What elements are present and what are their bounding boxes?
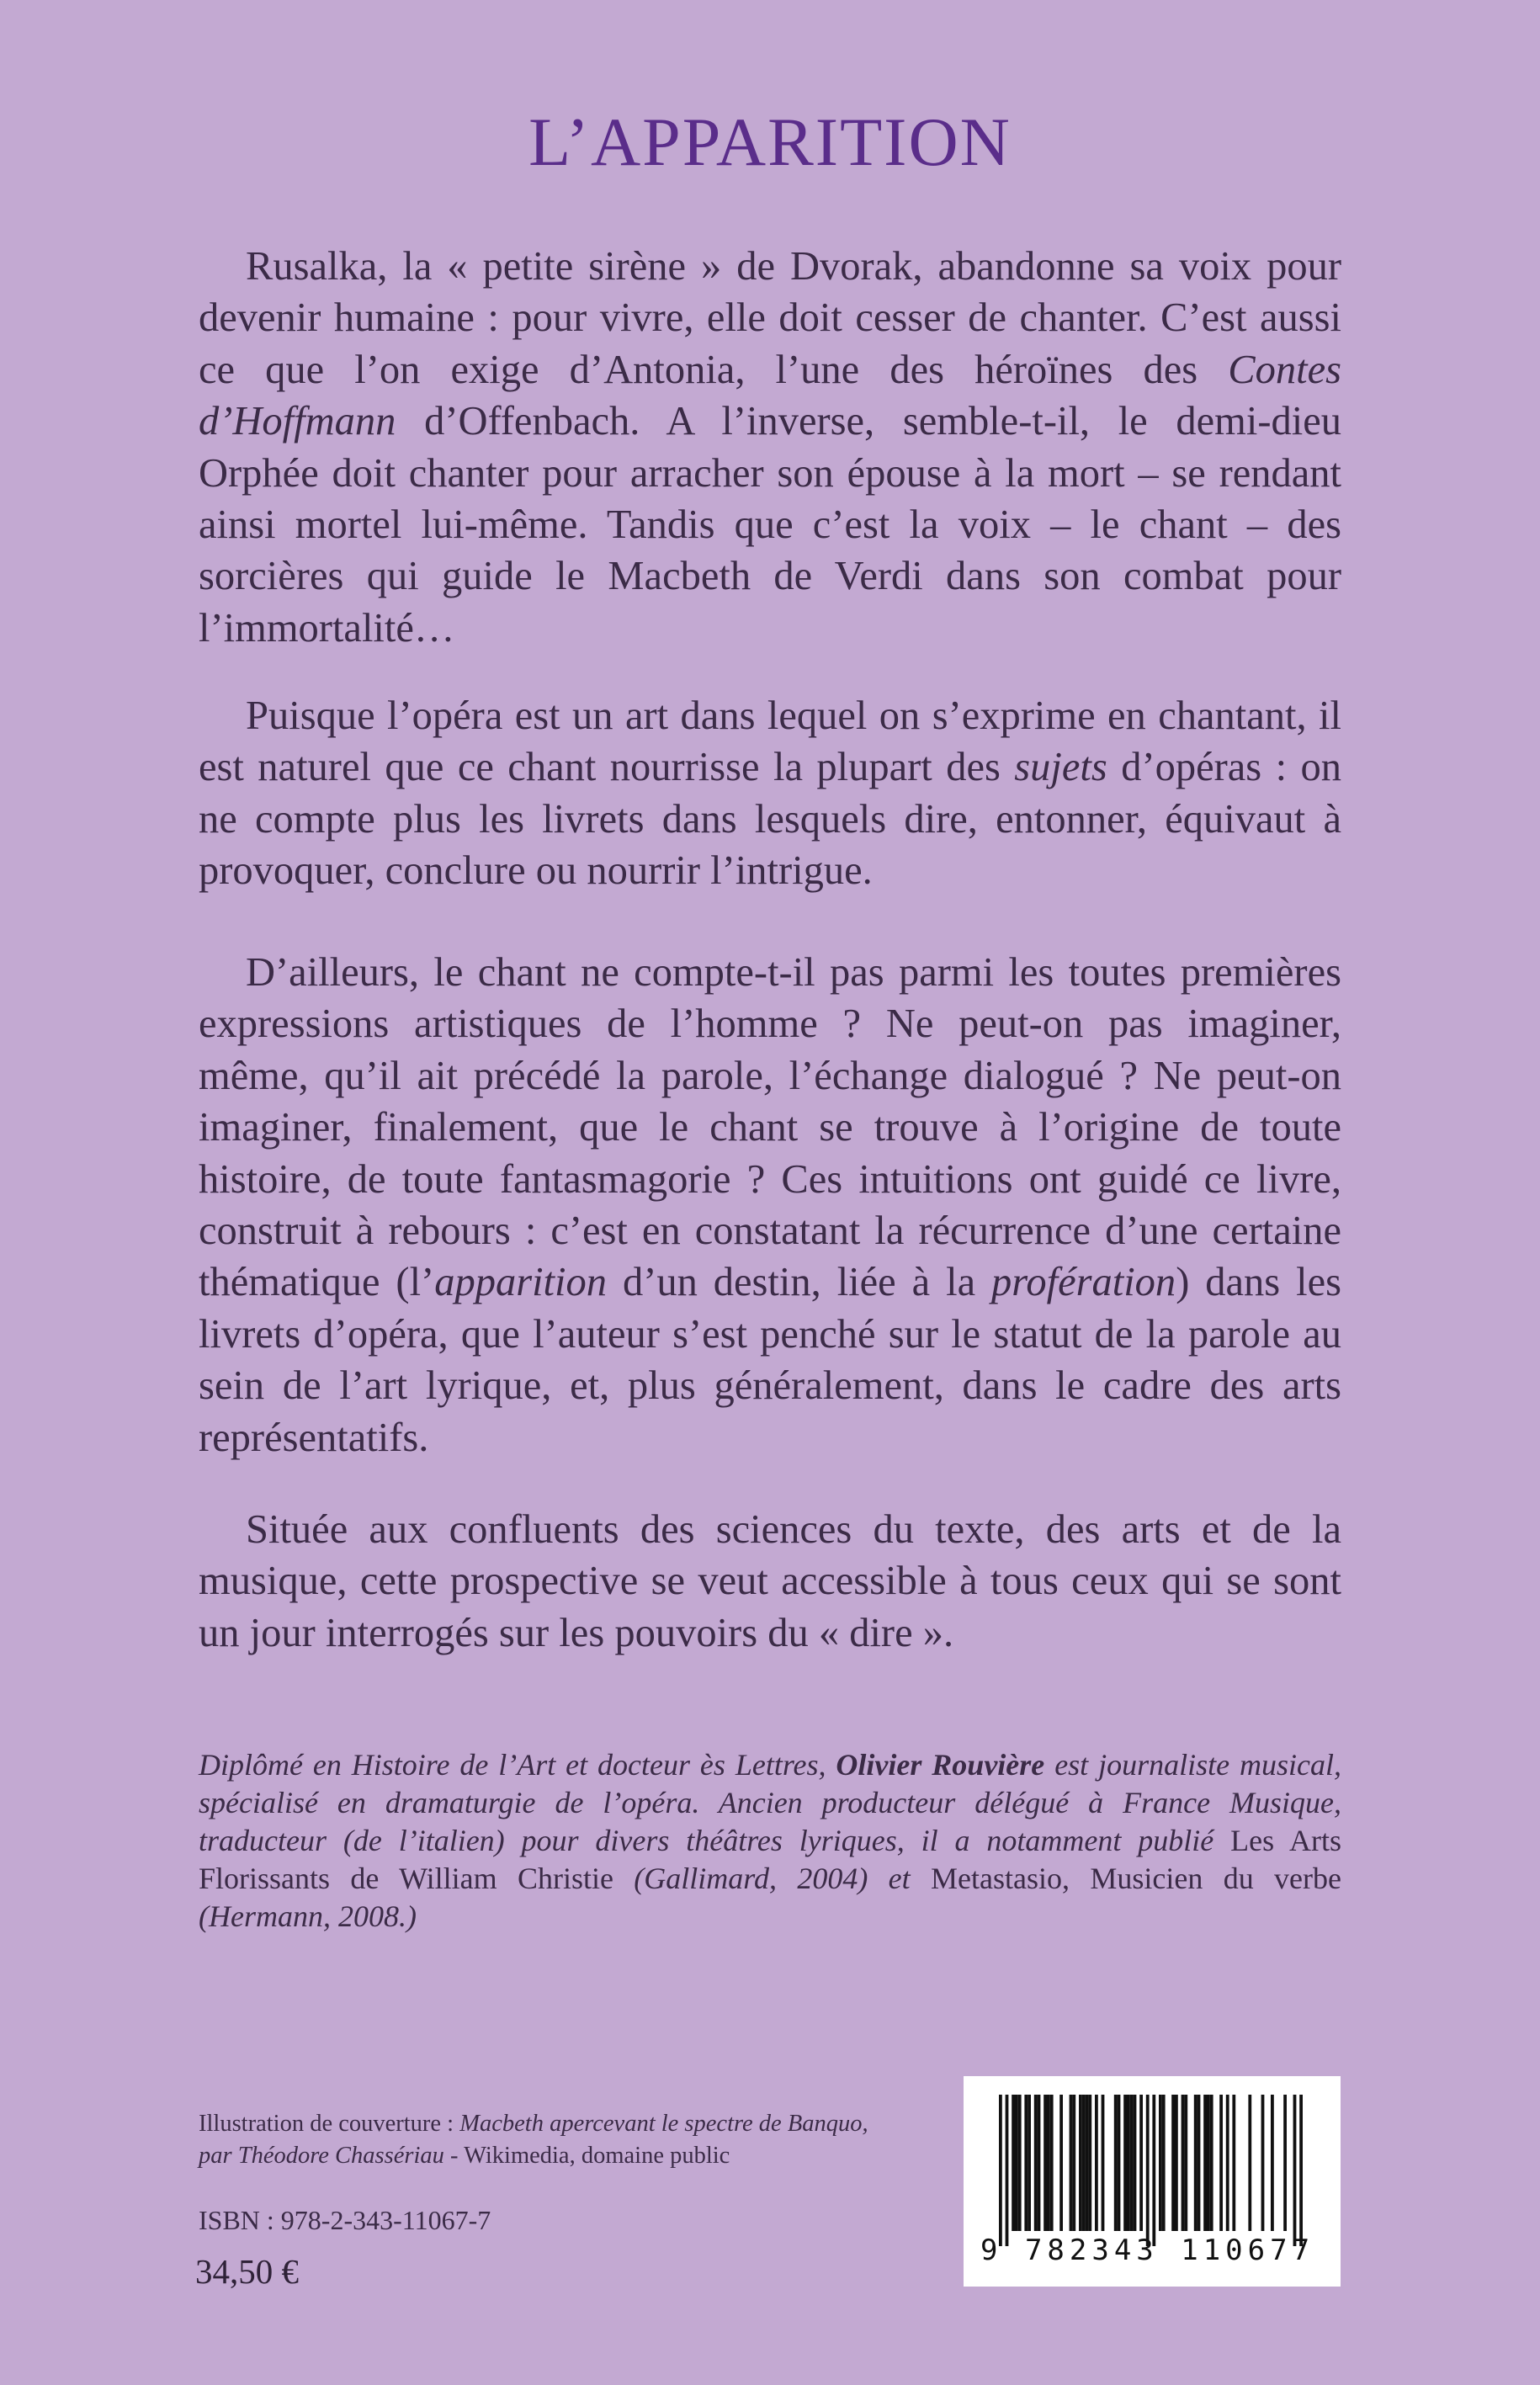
barcode-bar bbox=[1079, 2095, 1082, 2231]
barcode-bar bbox=[1226, 2095, 1229, 2231]
barcode-bar bbox=[999, 2095, 1002, 2246]
barcode-bar bbox=[1038, 2095, 1041, 2231]
barcode-bar bbox=[1102, 2095, 1105, 2231]
barcode-bar bbox=[1162, 2095, 1166, 2231]
barcode-bar bbox=[1232, 2095, 1235, 2231]
barcode-bar bbox=[1072, 2095, 1075, 2231]
barcode-bar bbox=[1293, 2095, 1297, 2246]
barcode-bar bbox=[1012, 2095, 1015, 2231]
credit-line-1 bbox=[199, 2108, 868, 2140]
text-run: D’ailleurs, le chant ne compte-t-il pas parmi les toutes premières expressions artistiques de l’homme ? Ne peut-on pas imaginer, même, qu’il ait précédé la parole, l’échange dialogué ? Ne peut-on imaginer, finalement, que le chant se trouve à l’origine de toute histoire, de toute fantasmagorie ? Ces intuitions ont guidé ce livre, construit à rebours : c’est en constatant la récurrence d’une certaine thématique (l’ bbox=[199, 950, 1341, 1305]
barcode-bar bbox=[1088, 2095, 1091, 2231]
isbn: ISBN : 978-2-343-11067-7 bbox=[199, 2205, 491, 2235]
blurb-paragraph-3 bbox=[199, 947, 1341, 1463]
blurb-paragraph-2 bbox=[199, 690, 1341, 897]
barcode-bar bbox=[1171, 2095, 1175, 2231]
barcode-bar bbox=[1070, 2095, 1073, 2231]
barcode-bar bbox=[1127, 2095, 1130, 2231]
barcode-bar bbox=[1197, 2095, 1201, 2231]
barcode-bar bbox=[1299, 2095, 1303, 2246]
barcode-bar bbox=[1175, 2095, 1178, 2231]
barcode-bar bbox=[1024, 2095, 1028, 2231]
italic-text: Contes d’Hoffmann bbox=[199, 347, 1341, 444]
credit-artist: par Théodore Chassériau bbox=[199, 2143, 444, 2169]
barcode-bar bbox=[1261, 2095, 1265, 2231]
barcode-bar bbox=[1050, 2095, 1054, 2231]
barcode-bar bbox=[1028, 2095, 1031, 2231]
barcode-bar bbox=[1047, 2095, 1050, 2231]
barcode-bar bbox=[1207, 2095, 1210, 2231]
paragraph-text bbox=[199, 241, 1341, 654]
cover-illustration-credit bbox=[199, 2108, 868, 2172]
barcode-bar bbox=[1006, 2095, 1009, 2246]
barcode bbox=[964, 2076, 1341, 2287]
price: 34,50 € bbox=[195, 2252, 299, 2291]
blurb-paragraph-1 bbox=[199, 241, 1341, 654]
barcode-bar bbox=[1086, 2095, 1089, 2231]
barcode-bar bbox=[1130, 2095, 1134, 2231]
barcode-bar bbox=[1194, 2095, 1197, 2231]
bio-text: Diplômé en Histoire de l’Art et docteur ès Lettres, bbox=[199, 1748, 836, 1782]
author-bio bbox=[199, 1746, 1341, 1936]
barcode-bar bbox=[1043, 2095, 1047, 2231]
barcode-bar bbox=[1283, 2095, 1287, 2231]
barcode-bar bbox=[1018, 2095, 1022, 2231]
book-reference: Metastasio, Musicien du verbe bbox=[931, 1862, 1342, 1895]
barcode-bar bbox=[1095, 2095, 1098, 2231]
barcode-bar bbox=[1271, 2095, 1274, 2231]
credit-source: - Wikimedia, domaine public bbox=[443, 2143, 730, 2169]
barcode-bar bbox=[1152, 2095, 1155, 2246]
barcode-bar bbox=[1082, 2095, 1086, 2231]
bio-text: (Hermann, 2008.) bbox=[199, 1899, 417, 1933]
barcode-bar bbox=[1034, 2095, 1038, 2231]
text-run: ) dans les livrets d’opéra, que l’auteur s’est penché sur le statut de la parole au sein de l’art lyrique, et, plus généralement, dans le cadre des arts représentatifs. bbox=[199, 1260, 1341, 1460]
barcode-bar bbox=[1184, 2095, 1187, 2231]
barcode-bar bbox=[1182, 2095, 1185, 2231]
barcode-bar bbox=[1123, 2095, 1127, 2231]
italic-text: apparition bbox=[434, 1260, 608, 1305]
author-name: Olivier Rouvière bbox=[836, 1748, 1045, 1782]
text-run: Puisque l’opéra est un art dans lequel on s’exprime en chantant, il est naturel que ce chant nourrisse la plupart des bbox=[199, 693, 1341, 790]
text-run: d’un destin, liée à la bbox=[607, 1260, 992, 1305]
barcode-bar bbox=[1146, 2095, 1150, 2246]
text-run: d’Offenbach. A l’inverse, semble-t-il, le demi-dieu Orphée doit chanter pour arracher son épouse à la mort – se rendant ainsi mortel lui-même. Tandis que c’est la voix – le chant – des sorcières qui guide le Macbeth de Verdi dans son combat pour l’immortalité… bbox=[199, 399, 1341, 651]
paragraph-text bbox=[199, 947, 1341, 1463]
book-title: L’APPARITION bbox=[528, 104, 1012, 180]
bio-text: (Gallimard, 2004) et bbox=[613, 1862, 932, 1895]
barcode-bar bbox=[1248, 2095, 1251, 2231]
italic-text: sujets bbox=[1014, 745, 1107, 790]
paragraph-text bbox=[199, 690, 1341, 897]
book-reference: Les Arts Florissants de William Christie bbox=[199, 1824, 1341, 1895]
barcode-bar bbox=[1159, 2095, 1162, 2231]
barcode-bar bbox=[1015, 2095, 1018, 2231]
barcode-bar bbox=[1114, 2095, 1118, 2231]
barcode-bar bbox=[1139, 2095, 1143, 2231]
barcode-digits: 9 782343 110677 bbox=[980, 2234, 1315, 2267]
barcode-bar bbox=[1118, 2095, 1121, 2231]
credit-work: Macbeth apercevant le spectre de Banquo, bbox=[459, 2111, 868, 2137]
italic-text: profération bbox=[991, 1260, 1176, 1305]
barcode-bar bbox=[1203, 2095, 1207, 2231]
barcode-bar bbox=[1134, 2095, 1137, 2231]
barcode-bar bbox=[1219, 2095, 1223, 2231]
text-run: d’opéras : on ne compte plus les livrets dans lesquels dire, entonner, équivaut à provoquer, conclure ou nourrir l’intrigue. bbox=[199, 745, 1341, 894]
bio-text: est journaliste musical, spécialisé en dramaturgie de l’opéra. Ancien producteur délégué à France Musique, traducteur (de l’italien) pour divers théâtres lyriques, il a notamment publié bbox=[199, 1748, 1342, 1857]
paragraph-text bbox=[199, 1504, 1341, 1659]
text-run: Située aux confluents des sciences du texte, des arts et de la musique, cette prospective se veut accessible à tous ceux qui se sont un jour interrogés sur les pouvoirs du « dire ». bbox=[199, 1507, 1341, 1655]
credit-label: Illustration de couverture : bbox=[199, 2111, 460, 2137]
blurb-paragraph-4 bbox=[199, 1504, 1341, 1659]
text-run: Rusalka, la « petite sirène » de Dvorak, abandonne sa voix pour devenir humaine : pour vivre, elle doit cesser de chanter. C’est aussi ce que l’on exige d’Antonia, l’une des héroïnes des bbox=[199, 244, 1341, 392]
credit-line-2 bbox=[199, 2140, 868, 2172]
barcode-bar bbox=[1210, 2095, 1213, 2231]
barcode-bar bbox=[1059, 2095, 1063, 2231]
